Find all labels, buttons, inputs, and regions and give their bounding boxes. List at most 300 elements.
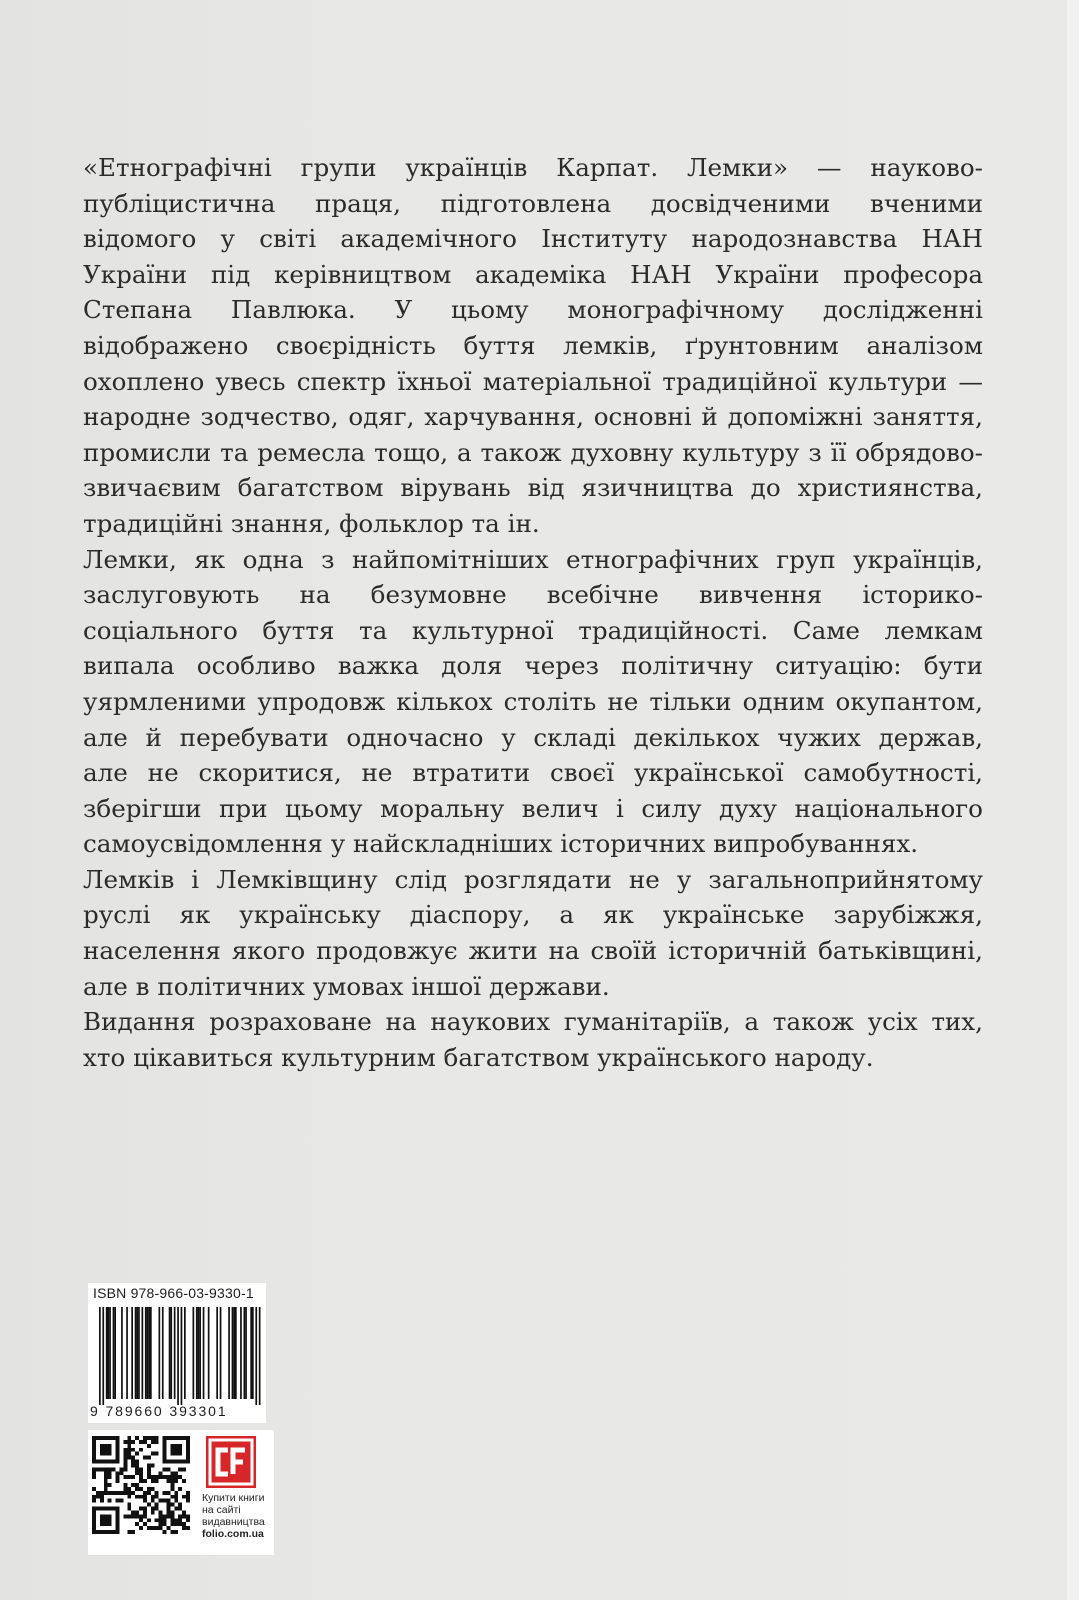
qr-module [139,1471,143,1475]
qr-module [108,1471,112,1475]
qr-module [92,1526,96,1530]
qr-module [127,1444,131,1448]
qr-module [159,1526,163,1530]
qr-module [123,1475,127,1479]
qr-module [186,1491,190,1495]
qr-module [104,1491,108,1495]
qr-module [92,1514,96,1518]
qr-module [151,1495,155,1499]
qr-module [151,1507,155,1511]
qr-module [147,1471,151,1475]
qr-module [104,1471,108,1475]
qr-module [123,1514,127,1518]
qr-module [119,1471,123,1475]
qr-module [174,1479,178,1483]
qr-module [127,1507,131,1511]
qr-module [100,1448,104,1452]
qr-module [143,1510,147,1514]
qr-module [108,1452,112,1456]
qr-module [139,1526,143,1530]
qr-module [116,1471,120,1475]
qr-module [104,1530,108,1534]
qr-module [155,1452,159,1456]
qr-module [163,1499,167,1503]
text-line: промисли та ремесла тощо, а також духовну культуру з її обрядово- [83,437,983,467]
qr-code[interactable] [88,1430,194,1555]
qr-module [108,1530,112,1534]
qr-module [174,1518,178,1522]
barcode-bar [121,1307,123,1399]
qr-module [151,1452,155,1456]
publisher-caption-line: Купити книги [202,1492,265,1504]
qr-module [108,1514,112,1518]
qr-module [170,1471,174,1475]
qr-module [182,1522,186,1526]
qr-module [131,1514,135,1518]
qr-module [127,1503,131,1507]
qr-module [139,1448,143,1452]
qr-module [174,1460,178,1464]
qr-module [127,1495,131,1499]
qr-module [116,1452,120,1456]
qr-module [131,1530,135,1534]
qr-module [151,1487,155,1491]
qr-module [186,1526,190,1530]
qr-module [143,1479,147,1483]
qr-module [155,1503,159,1507]
qr-module [147,1467,151,1471]
qr-module [170,1460,174,1464]
qr-module [123,1460,127,1464]
qr-module [182,1436,186,1440]
qr-code-icon [92,1436,190,1534]
qr-module [96,1436,100,1440]
qr-module [96,1460,100,1464]
qr-module [116,1456,120,1460]
barcode-bar [114,1307,116,1399]
qr-module [108,1436,112,1440]
qr-module [159,1518,163,1522]
qr-module [186,1452,190,1456]
barcode-bar [232,1307,234,1399]
qr-module [182,1479,186,1483]
qr-module [116,1510,120,1514]
barcode-bar [220,1307,222,1399]
qr-module [182,1467,186,1471]
qr-module [166,1503,170,1507]
barcode-bar [233,1307,235,1399]
qr-module [127,1456,131,1460]
text-line: охоплено увесь спектр їхньої матеріальної традиційної культури — [83,366,983,396]
qr-module [166,1436,170,1440]
text-line: зберігши при цьому моральну велич і силу духу національного [83,793,983,823]
qr-module [186,1436,190,1440]
text-line: публіцистична праця, підготовлена досвідченими вченими [83,188,983,218]
qr-module [143,1440,147,1444]
qr-module [96,1530,100,1534]
barcode-bar [159,1307,161,1399]
qr-module [186,1460,190,1464]
qr-module [166,1467,170,1471]
qr-module [92,1518,96,1522]
text-line: уярмленими упродовж кількох століть не тільки одним окупантом, [83,686,983,716]
qr-module [178,1514,182,1518]
qr-module [166,1510,170,1514]
qr-module [178,1452,182,1456]
qr-module [166,1491,170,1495]
barcode-bar [193,1307,195,1399]
qr-module [131,1448,135,1452]
qr-module [166,1499,170,1503]
qr-module [92,1499,96,1503]
qr-module [178,1467,182,1471]
qr-module [131,1483,135,1487]
qr-module [104,1460,108,1464]
qr-module [178,1507,182,1511]
qr-module [139,1467,143,1471]
barcode-bar [135,1307,137,1399]
qr-module [139,1475,143,1479]
qr-module [178,1436,182,1440]
qr-module [135,1510,139,1514]
qr-module [96,1495,100,1499]
text-line: народне зодчество, одяг, харчування, основні й допоміжні заняття, [83,402,983,432]
text-line: хто цікавиться культурним багатством українського народу. [83,1042,874,1072]
qr-module [163,1440,167,1444]
publisher-caption-line: на сайті [202,1504,241,1516]
qr-module [166,1479,170,1483]
qr-module [155,1479,159,1483]
publisher-block [194,1430,274,1555]
barcode-bar [148,1307,150,1399]
barcode-bar [228,1307,230,1399]
barcode-bar [199,1307,201,1399]
annotation-paragraph [83,1004,983,1075]
qr-module [104,1475,108,1479]
qr-module [116,1475,120,1479]
barcode-bar [245,1307,247,1399]
qr-module [170,1495,174,1499]
qr-module [119,1491,123,1495]
page-edge [1067,0,1079,1600]
qr-module [178,1518,182,1522]
qr-module [147,1487,151,1491]
qr-module [116,1522,120,1526]
qr-module [143,1522,147,1526]
qr-module [100,1491,104,1495]
qr-module [163,1456,167,1460]
qr-module [104,1452,108,1456]
barcode-bar [169,1307,171,1399]
qr-module [147,1444,151,1448]
qr-module [170,1475,174,1479]
qr-module [139,1518,143,1522]
qr-module [92,1448,96,1452]
text-line: заслуговують на безумовне всебічне вивчення історико- [83,580,983,610]
isbn-label: ISBN 978-966-03-9330-1 [93,1285,254,1301]
qr-module [147,1463,151,1467]
text-line: Лемки, як одна з найпомітніших етнографічних груп українців, [83,544,983,574]
qr-module [92,1452,96,1456]
qr-module [155,1507,159,1511]
qr-module [174,1452,178,1456]
qr-module [104,1522,108,1526]
qr-module [135,1471,139,1475]
qr-module [123,1491,127,1495]
qr-module [127,1475,131,1479]
qr-module [170,1483,174,1487]
qr-module [163,1530,167,1534]
qr-module [112,1507,116,1511]
qr-module [143,1495,147,1499]
qr-module [100,1514,104,1518]
qr-module [127,1448,131,1452]
qr-module [147,1436,151,1440]
text-line: але й перебувати одночасно у складі декількох чужих держав, [83,722,983,752]
barcode-bar [255,1307,257,1405]
qr-module [135,1436,139,1440]
qr-module [178,1460,182,1464]
qr-module [170,1522,174,1526]
barcode-bar [170,1307,172,1399]
qr-module [116,1507,120,1511]
qr-module [135,1483,139,1487]
qr-module [174,1530,178,1534]
qr-module [166,1460,170,1464]
qr-module [108,1467,112,1471]
qr-module [182,1460,186,1464]
qr-module [108,1518,112,1522]
qr-module [178,1487,182,1491]
qr-module [116,1526,120,1530]
qr-module [123,1440,127,1444]
qr-module [112,1436,116,1440]
barcode-bar [99,1307,101,1405]
barcode-bar [145,1307,147,1399]
qr-module [159,1510,163,1514]
barcode-bar [138,1307,140,1399]
barcode-bar [162,1307,164,1399]
qr-module [100,1444,104,1448]
qr-module [174,1471,178,1475]
qr-module [135,1463,139,1467]
qr-module [112,1460,116,1464]
qr-module [119,1467,123,1471]
qr-module [182,1526,186,1530]
qr-module [151,1510,155,1514]
qr-module [92,1510,96,1514]
qr-module [163,1444,167,1448]
barcode-bar [150,1307,152,1399]
qr-module [127,1491,131,1495]
qr-module [100,1467,104,1471]
publisher-caption-line: видавництва [202,1516,265,1528]
qr-module [151,1526,155,1530]
text-line: Лемків і Лемківщину слід розглядати не у загальноприйнятому [83,864,983,894]
qr-module [108,1491,112,1495]
barcode-bar [136,1307,138,1399]
qr-module [174,1522,178,1526]
qr-module [182,1514,186,1518]
qr-module [123,1448,127,1452]
qr-module [104,1448,108,1452]
barcode-bar [235,1307,237,1399]
barcode-bar [106,1307,108,1399]
barcode-bar [208,1307,210,1399]
qr-module [108,1499,112,1503]
qr-module [174,1436,178,1440]
qr-module [147,1456,151,1460]
qr-module [104,1514,108,1518]
qr-module [108,1507,112,1511]
qr-module [92,1507,96,1511]
qr-module [119,1499,123,1503]
qr-module [170,1518,174,1522]
qr-module [100,1507,104,1511]
qr-module [92,1444,96,1448]
text-line: традиційні знання, фольклор та ін. [83,508,540,538]
qr-module [163,1460,167,1464]
barcode-bar [198,1307,200,1399]
text-line: випала особливо важка доля через політичну ситуацію: бути [83,651,983,681]
barcode-bar [184,1307,186,1399]
barcode-bar [108,1307,110,1399]
qr-module [116,1448,120,1452]
qr-module [135,1522,139,1526]
qr-module [170,1514,174,1518]
qr-module [143,1456,147,1460]
qr-module [116,1444,120,1448]
qr-module [163,1522,167,1526]
cf-logo-icon [206,1436,256,1488]
qr-module [155,1518,159,1522]
barcode-bar [240,1307,242,1399]
qr-module [170,1452,174,1456]
qr-module [92,1495,96,1499]
text-line: Степана Павлюка. У цьому монографічному дослідженні [83,295,983,325]
qr-module [166,1475,170,1479]
qr-module [116,1440,120,1444]
barcode-bar [181,1307,183,1405]
text-line: соціального буття та культурної традиційності. Саме лемкам [83,615,983,645]
qr-module [104,1467,108,1471]
qr-module [178,1522,182,1526]
qr-module [147,1503,151,1507]
qr-module [163,1518,167,1522]
qr-module [174,1491,178,1495]
qr-module [163,1475,167,1479]
qr-module [159,1471,163,1475]
annotation-text [83,150,983,1075]
qr-module [108,1460,112,1464]
qr-module [127,1487,131,1491]
qr-module [139,1495,143,1499]
qr-module [147,1518,151,1522]
qr-module [155,1526,159,1530]
isbn-barcode [88,1283,266,1423]
qr-module [170,1479,174,1483]
barcode-bar [259,1307,261,1405]
text-line: України під керівництвом академіка НАН України професора [83,259,983,289]
qr-module [92,1530,96,1534]
qr-module [147,1491,151,1495]
qr-module [178,1444,182,1448]
qr-module [92,1440,96,1444]
qr-module [131,1475,135,1479]
qr-module [139,1514,143,1518]
qr-module [100,1452,104,1456]
qr-module [108,1483,112,1487]
qr-module [170,1436,174,1440]
qr-module [104,1483,108,1487]
qr-module [135,1460,139,1464]
qr-module [143,1507,147,1511]
qr-module [151,1436,155,1440]
qr-module [135,1452,139,1456]
qr-module [100,1530,104,1534]
qr-module [116,1514,120,1518]
text-line: «Етнографічні групи українців Карпат. Лемки» — науково- [83,153,983,182]
qr-module [92,1436,96,1440]
barcode-bar [142,1307,144,1399]
barcode-bar [216,1307,218,1399]
qr-module [163,1448,167,1452]
text-line: відомого у світі академічного Інституту народознавства НАН [83,224,983,254]
barcode-bar [244,1307,246,1399]
qr-module [163,1452,167,1456]
text-line: але не скоритися, не втратити своєї української самобутності, [83,758,983,788]
qr-module [166,1526,170,1530]
qr-module [155,1436,159,1440]
qr-module [174,1495,178,1499]
publisher-site-link[interactable]: folio.com.ua [202,1528,264,1540]
qr-module [123,1483,127,1487]
annotation-paragraph [83,862,983,1004]
qr-module [127,1452,131,1456]
qr-module [151,1440,155,1444]
text-line: населення якого продовжує жити на своїй історичній батьківщині, [83,936,983,966]
qr-module [131,1510,135,1514]
text-line: відображено своєрідність буття лемків, ґрунтовним аналізом [83,330,983,360]
barcode-bar [177,1307,179,1405]
qr-module [143,1499,147,1503]
qr-module [100,1499,104,1503]
qr-module [174,1475,178,1479]
qr-module [143,1491,147,1495]
qr-module [186,1456,190,1460]
qr-module [170,1510,174,1514]
qr-module [159,1522,163,1526]
barcode-bar [131,1307,133,1399]
qr-module [151,1499,155,1503]
qr-module [174,1499,178,1503]
qr-module [163,1514,167,1518]
qr-module [131,1460,135,1464]
qr-module [92,1522,96,1526]
qr-module [123,1452,127,1456]
qr-module [123,1467,127,1471]
qr-module [186,1495,190,1499]
barcode-bar [113,1307,115,1399]
qr-module [139,1487,143,1491]
qr-module [127,1514,131,1518]
qr-module [127,1440,131,1444]
qr-module [135,1487,139,1491]
qr-module [186,1514,190,1518]
barcode-bar [250,1307,252,1399]
qr-module [116,1491,120,1495]
qr-module [186,1499,190,1503]
